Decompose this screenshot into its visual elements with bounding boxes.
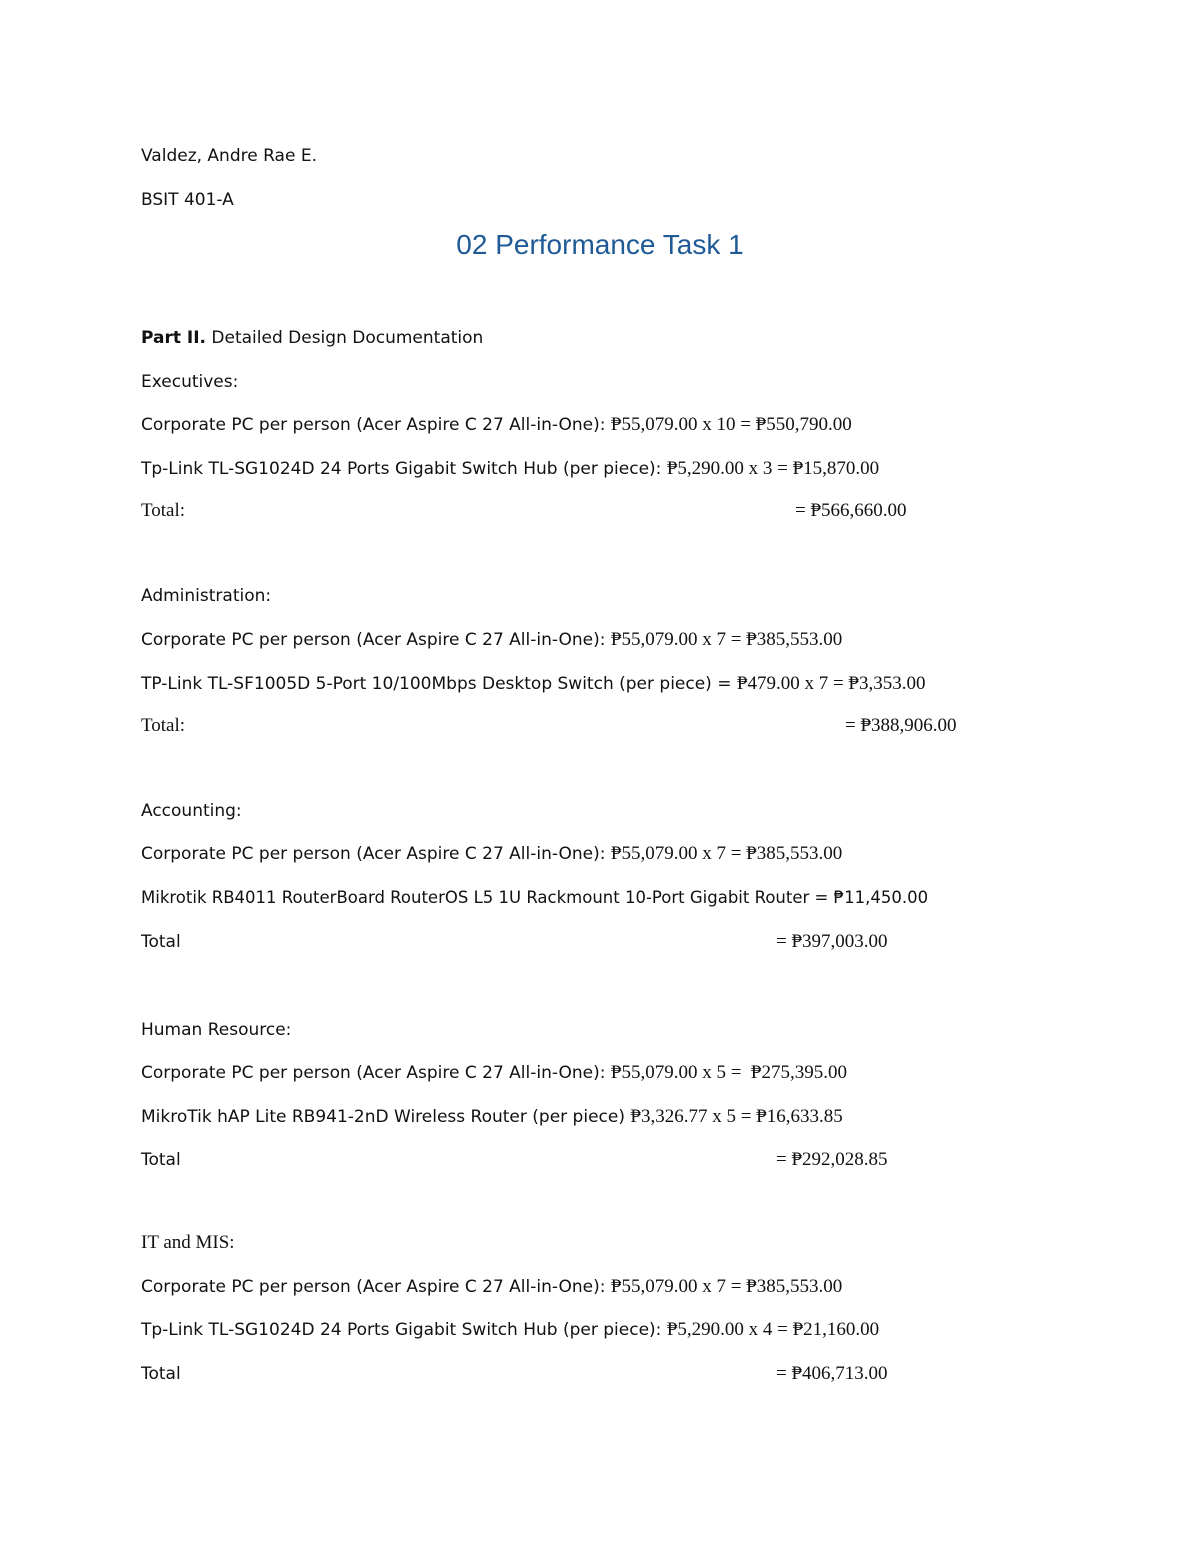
student-section: BSIT 401-A	[141, 190, 234, 210]
it-mis-pc-text: Corporate PC per person (Acer Aspire C 27 All-in-One):	[141, 1277, 611, 1297]
human-resource-router-text: MikroTik hAP Lite RB941-2nD Wireless Router (per piece)	[141, 1107, 631, 1127]
executives-pc-line	[141, 414, 852, 436]
human-resource-pc-text: Corporate PC per person (Acer Aspire C 27 All-in-One):	[141, 1063, 611, 1083]
human-resource-router-line	[141, 1106, 843, 1128]
executives-pc-text: Corporate PC per person (Acer Aspire C 27 All-in-One):	[141, 415, 611, 435]
administration-switch-line	[141, 673, 925, 695]
executives-switch-calc: ₱5,290.00 x 3 = ₱15,870.00	[666, 458, 880, 479]
executives-heading: Executives:	[141, 372, 239, 392]
it-mis-switch-line	[141, 1319, 879, 1341]
it-mis-pc-calc: ₱55,079.00 x 7 = ₱385,553.00	[610, 1276, 843, 1297]
executives-switch-line	[141, 458, 879, 480]
administration-switch-calc: ₱479.00 x 7 = ₱3,353.00	[736, 673, 926, 694]
it-mis-total-value: = ₱406,713.00	[776, 1363, 888, 1384]
accounting-total-value: = ₱397,003.00	[776, 931, 888, 952]
human-resource-pc-line	[141, 1062, 847, 1084]
it-mis-heading: IT and MIS:	[141, 1232, 235, 1253]
accounting-pc-line	[141, 843, 842, 865]
human-resource-total-value: = ₱292,028.85	[776, 1149, 888, 1170]
executives-pc-calc: ₱55,079.00 x 10 = ₱550,790.00	[610, 414, 852, 435]
accounting-total-label: Total	[141, 932, 181, 952]
document-title: 02 Performance Task 1	[456, 229, 744, 260]
administration-pc-text: Corporate PC per person (Acer Aspire C 27 All-in-One):	[141, 630, 611, 650]
accounting-pc-calc: ₱55,079.00 x 7 = ₱385,553.00	[610, 843, 843, 864]
accounting-heading: Accounting:	[141, 801, 242, 821]
executives-total-value: = ₱566,660.00	[795, 500, 907, 521]
human-resource-heading: Human Resource:	[141, 1020, 292, 1040]
administration-total-value: = ₱388,906.00	[845, 715, 957, 736]
part-heading	[141, 327, 483, 349]
executives-switch-text: Tp-Link TL-SG1024D 24 Ports Gigabit Switch Hub (per piece):	[141, 459, 667, 479]
it-mis-total-label: Total	[141, 1364, 181, 1384]
administration-pc-calc: ₱55,079.00 x 7 = ₱385,553.00	[610, 629, 843, 650]
student-name: Valdez, Andre Rae E.	[141, 146, 317, 166]
executives-total-label: Total:	[141, 500, 186, 521]
it-mis-pc-line	[141, 1276, 842, 1298]
part-label: Part II.	[141, 328, 207, 348]
it-mis-switch-calc: ₱5,290.00 x 4 = ₱21,160.00	[666, 1319, 880, 1340]
administration-total-label: Total:	[141, 715, 186, 736]
accounting-pc-text: Corporate PC per person (Acer Aspire C 27 All-in-One):	[141, 844, 611, 864]
accounting-router-line: Mikrotik RB4011 RouterBoard RouterOS L5 1U Rackmount 10-Port Gigabit Router = ₱11,450.00	[141, 888, 929, 907]
administration-switch-text: TP-Link TL-SF1005D 5-Port 10/100Mbps Desktop Switch (per piece) =	[141, 674, 737, 694]
administration-pc-line	[141, 629, 842, 651]
human-resource-total-label: Total	[141, 1150, 181, 1170]
human-resource-router-calc: ₱3,326.77 x 5 = ₱16,633.85	[630, 1106, 843, 1127]
administration-heading: Administration:	[141, 586, 272, 606]
part-description: Detailed Design Documentation	[206, 328, 484, 348]
it-mis-switch-text: Tp-Link TL-SG1024D 24 Ports Gigabit Switch Hub (per piece):	[141, 1320, 667, 1340]
human-resource-pc-calc: ₱55,079.00 x 5 = ₱275,395.00	[610, 1062, 847, 1083]
